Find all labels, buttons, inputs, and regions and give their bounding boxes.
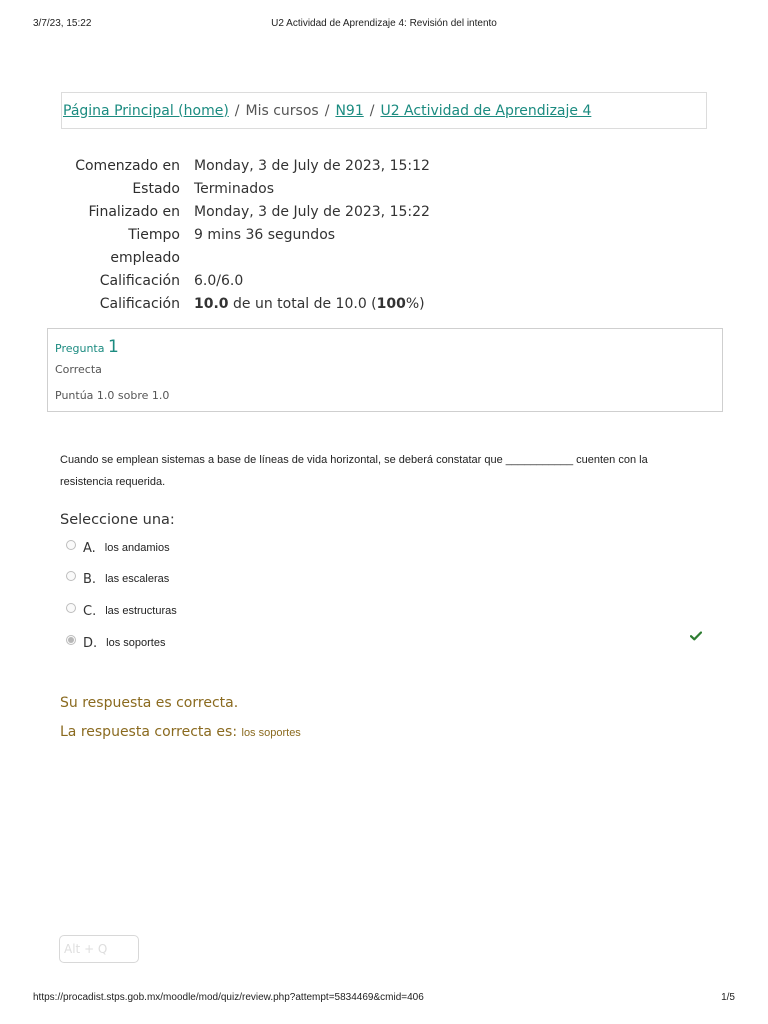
question-number: 1 bbox=[107, 337, 119, 357]
breadcrumb-separator: / bbox=[369, 102, 375, 119]
question-info-box bbox=[47, 328, 723, 412]
summary-value: 9 mins 36 segundos bbox=[194, 227, 336, 243]
summary-label-line: empleado bbox=[110, 250, 180, 266]
summary-row-started bbox=[0, 155, 768, 178]
question-heading bbox=[55, 337, 722, 357]
summary-value: Monday, 3 de July de 2023, 15:12 bbox=[194, 158, 430, 174]
summary-row-state bbox=[0, 178, 768, 201]
print-date: 3/7/23, 15:22 bbox=[33, 18, 92, 29]
option-letter: C. bbox=[83, 603, 97, 619]
print-title: U2 Actividad de Aprendizaje 4: Revisión del intento bbox=[271, 18, 497, 29]
option-text: las estructuras bbox=[105, 605, 177, 617]
grade-score: 10.0 bbox=[194, 296, 229, 312]
radio-button[interactable] bbox=[66, 540, 76, 550]
feedback-correct: Su respuesta es correcta. bbox=[60, 695, 239, 711]
breadcrumb-course-link[interactable]: N91 bbox=[335, 102, 364, 119]
option-letter: B. bbox=[83, 571, 97, 587]
summary-row-grade bbox=[0, 293, 768, 316]
breadcrumb-separator: / bbox=[324, 102, 330, 119]
breadcrumb-my-courses: Mis cursos bbox=[245, 102, 319, 119]
summary-row-finished bbox=[0, 201, 768, 224]
radio-button-selected[interactable] bbox=[66, 635, 76, 645]
correct-check-icon bbox=[690, 631, 702, 641]
answer-option-b[interactable] bbox=[66, 569, 169, 589]
option-letter: A. bbox=[83, 540, 96, 556]
shortcut-hint: Alt + Q bbox=[59, 935, 139, 963]
summary-label: Comenzado en bbox=[75, 158, 180, 174]
answer-prompt: Seleccione una: bbox=[60, 512, 175, 528]
grade-middle-text: de un total de 10.0 ( bbox=[228, 296, 377, 312]
option-text: las escaleras bbox=[105, 573, 170, 585]
feedback-right-answer bbox=[60, 724, 301, 740]
breadcrumb-separator: / bbox=[234, 102, 240, 119]
summary-value: 6.0/6.0 bbox=[194, 273, 244, 289]
summary-label: Calificación bbox=[99, 296, 180, 312]
summary-label: Finalizado en bbox=[88, 204, 180, 220]
breadcrumb bbox=[61, 92, 707, 129]
summary-label-line: Tiempo bbox=[128, 227, 180, 243]
summary-value: Monday, 3 de July de 2023, 15:22 bbox=[194, 204, 430, 220]
summary-label: Calificación bbox=[99, 273, 180, 289]
answer-option-c[interactable] bbox=[66, 601, 177, 621]
grade-percent: 100 bbox=[376, 296, 406, 312]
summary-label bbox=[0, 224, 180, 270]
right-answer-text: los soportes bbox=[241, 727, 301, 739]
summary-value bbox=[194, 293, 425, 316]
answer-option-a[interactable] bbox=[66, 538, 170, 558]
option-text: los andamios bbox=[104, 542, 170, 554]
question-text: Cuando se emplean sistemas a base de líneas de vida horizontal, se deberá constatar que ___________ cuenten con la resistencia requerida. bbox=[60, 454, 648, 488]
grade-end-text: %) bbox=[405, 296, 425, 312]
question-mark: Puntúa 1.0 sobre 1.0 bbox=[55, 389, 170, 402]
print-page-number: 1/5 bbox=[721, 992, 735, 1003]
breadcrumb-activity-link[interactable]: U2 Actividad de Aprendizaje 4 bbox=[380, 102, 592, 119]
option-text: los soportes bbox=[106, 637, 166, 649]
attempt-summary bbox=[0, 155, 768, 316]
question-state: Correcta bbox=[55, 363, 102, 376]
breadcrumb-home-link[interactable]: Página Principal (home) bbox=[63, 102, 229, 119]
summary-value: Terminados bbox=[194, 181, 275, 197]
right-answer-label: La respuesta correcta es: bbox=[60, 724, 242, 740]
option-letter: D. bbox=[83, 635, 98, 651]
summary-row-marks bbox=[0, 270, 768, 293]
question-label: Pregunta bbox=[55, 342, 105, 355]
radio-button[interactable] bbox=[66, 571, 76, 581]
radio-button[interactable] bbox=[66, 603, 76, 613]
summary-label: Estado bbox=[132, 181, 180, 197]
summary-row-time bbox=[0, 224, 768, 270]
answer-option-d[interactable] bbox=[66, 633, 165, 653]
print-url: https://procadist.stps.gob.mx/moodle/mod/quiz/review.php?attempt=5834469&cmid=406 bbox=[33, 992, 424, 1003]
